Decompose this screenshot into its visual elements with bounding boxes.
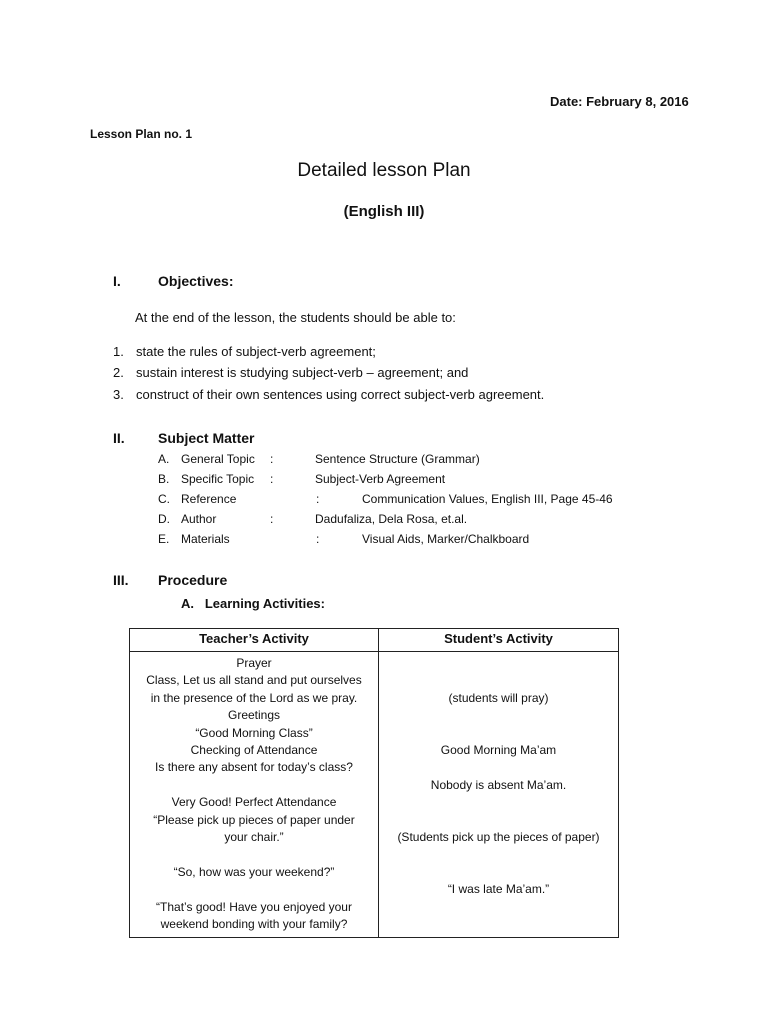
teacher-activity-header: Teacher’s Activity [130,629,379,652]
student-line [383,864,614,881]
procedure-heading: Procedure [158,572,228,588]
teacher-line: “That’s good! Have you enjoyed your [156,899,352,914]
learning-activities-table [129,628,619,938]
subject-label: Specific Topic [181,472,255,486]
student-activity-cell [379,652,619,938]
subject-value: Sentence Structure (Grammar) [315,452,480,466]
subject-value: Subject-Verb Agreement [315,472,446,486]
table-row [130,652,619,938]
teacher-activity-cell [130,652,379,938]
subject-letter: E. [158,532,170,546]
document-title: Detailed lesson Plan [297,160,471,181]
student-line: Good Morning Ma’am [440,742,557,757]
table-header-row [130,629,619,652]
teacher-line: “Good Morning Class” [195,725,313,740]
student-line [383,916,614,933]
teacher-line [134,881,374,898]
student-line [383,725,614,742]
teacher-line: Checking of Attendance [190,743,318,758]
subject-label: Materials [181,532,230,546]
subject-label: Reference [181,492,237,506]
objectives-number: I. [113,273,121,289]
objective-item: construct of their own sentences using correct subject-verb agreement. [136,387,545,402]
subject-letter: B. [158,472,170,486]
teacher-line: Greetings [227,708,281,723]
subject-colon: : [270,512,274,526]
teacher-line: “Please pick up pieces of paper under [153,812,355,827]
student-line: Nobody is absent Ma’am. [430,777,567,792]
student-line [383,794,614,811]
student-activity-header: Student’s Activity [379,629,619,652]
subject-colon: : [316,532,320,546]
objective-number: 1. [113,344,124,359]
student-line: (Students pick up the pieces of paper) [397,829,600,844]
subject-value: Communication Values, English III, Page 45-46 [362,492,613,506]
subject-letter: A. [158,452,170,466]
subject-colon: : [316,492,320,506]
teacher-line: Is there any absent for today’s class? [155,760,353,775]
teacher-line: “So, how was your weekend?” [173,864,335,879]
objective-item: state the rules of subject-verb agreement; [136,344,376,359]
student-line [383,812,614,829]
student-line [383,655,614,672]
objective-number: 3. [113,387,124,402]
objective-number: 2. [113,365,124,380]
objective-item: sustain interest is studying subject-verb – agreement; and [136,365,469,380]
student-line [383,846,614,863]
lesson-date: Date: February 8, 2016 [550,94,689,109]
objectives-intro: At the end of the lesson, the students should be able to: [135,310,456,325]
student-line [383,899,614,916]
learning-activities-heading: A. Learning Activities: [181,596,325,611]
subject-value: Dadufaliza, Dela Rosa, et.al. [315,512,468,526]
teacher-line [134,777,374,794]
student-line: “I was late Ma’am.” [447,882,550,897]
subject-matter-number: II. [113,430,125,446]
lesson-plan-number: Lesson Plan no. 1 [90,127,193,141]
objectives-heading: Objectives: [158,273,234,289]
subject-label: General Topic [181,452,255,466]
teacher-line: weekend bonding with your family? [160,917,348,932]
teacher-line: Class, Let us all stand and put ourselves [146,673,362,688]
subject-matter-heading: Subject Matter [158,430,255,446]
teacher-line: Very Good! Perfect Attendance [171,795,337,810]
document-subtitle: (English III) [343,203,425,220]
student-line [383,707,614,724]
subject-label: Author [181,512,217,526]
subject-value: Visual Aids, Marker/Chalkboard [362,532,530,546]
subject-letter: C. [158,492,170,506]
student-line [383,672,614,689]
student-line: (students will pray) [448,690,549,705]
teacher-line: your chair.” [224,830,284,845]
teacher-line [134,846,374,863]
subject-colon: : [270,452,274,466]
teacher-line: Prayer [236,656,272,670]
teacher-line: in the presence of the Lord as we pray. [150,690,358,705]
student-line [383,759,614,776]
subject-letter: D. [158,512,170,526]
procedure-number: III. [113,572,129,588]
subject-colon: : [270,472,274,486]
